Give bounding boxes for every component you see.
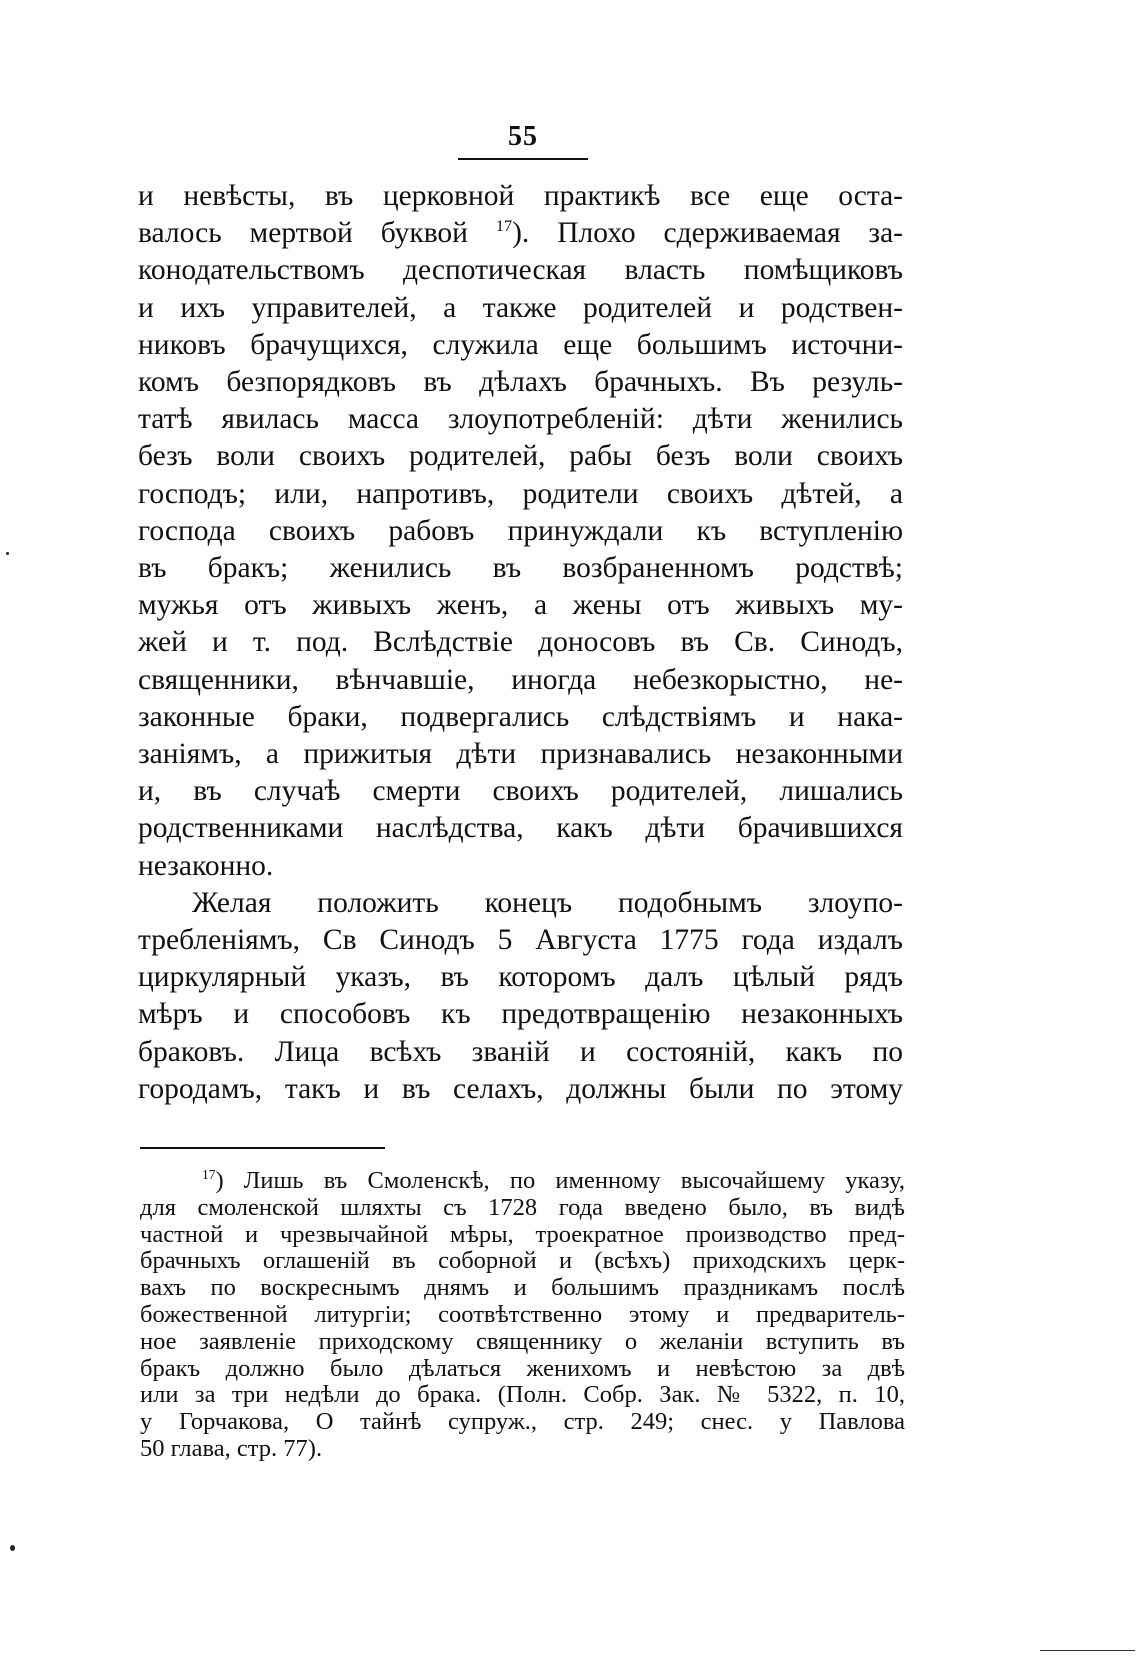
footnote-line: или за три недѣли до брака. (Полн. Собр. Зак. № 5322, п. 10, — [140, 1381, 905, 1409]
text-line: никовъ брачущихся, служила еще большимъ источни- — [138, 328, 903, 361]
footnote-line: частной и чрезвычайной мѣры, троекратное производство пред- — [140, 1220, 905, 1248]
footnote-fragment: ) Лишь въ Смоленскѣ, по именному высочайшему указу, — [215, 1167, 905, 1194]
text-line: заніямъ, а прижитыя дѣти признавались незаконными — [138, 738, 903, 771]
text-line: и, въ случаѣ смерти своихъ родителей, лишались — [138, 775, 903, 808]
text-line: господъ; или, напротивъ, родители своихъ дѣтей, а — [138, 477, 903, 510]
text-line: конодательствомъ деспотическая власть помѣщиковъ — [138, 254, 903, 287]
footnote-line: ное заявленіе приходскому священнику о желаніи вступить въ — [140, 1327, 905, 1355]
footnote-line: у Горчакова, О тайнѣ супруж., стр. 249; снес. у Павлова — [140, 1408, 905, 1436]
footnote-line — [140, 1168, 905, 1195]
text-line: господа своихъ рабовъ принуждали къ вступленію — [138, 514, 903, 547]
page-number-block — [458, 120, 588, 154]
text-line: законные браки, подвергались слѣдствіямъ и нака- — [138, 700, 903, 733]
footnote-marker: 17 — [202, 1166, 216, 1182]
footnote-line: божественной литургіи; соотвѣтственно этому и предваритель- — [140, 1300, 905, 1328]
text-line: комъ безпорядковъ въ дѣлахъ брачныхъ. Въ резуль- — [138, 366, 903, 399]
footnote-line: вахъ по воскреснымъ днямъ и большимъ праздникамъ послѣ — [140, 1274, 905, 1302]
footnote-separator — [140, 1147, 385, 1149]
text-line: городамъ, такъ и въ селахъ, должны были по этому — [138, 1072, 903, 1105]
text-line: священники, вѣнчавшіе, иногда небезкорыстно, не- — [138, 663, 903, 696]
text-line: мѣръ и способовъ къ предотвращенію незаконныхъ — [138, 998, 903, 1031]
footnote-reference: 17 — [495, 217, 513, 236]
page-number: 55 — [508, 121, 538, 152]
scan-edge-line — [1040, 1650, 1135, 1651]
footnote-line: бракъ должно было дѣлаться женихомъ и невѣстою за двѣ — [140, 1354, 905, 1382]
text-line: и ихъ управителей, а также родителей и родствен- — [138, 291, 903, 324]
text-line: мужья отъ живыхъ женъ, а жены отъ живыхъ му- — [138, 589, 903, 622]
text-line — [138, 215, 903, 252]
text-fragment: валось мертвой буквой — [138, 217, 468, 250]
scan-speck — [10, 1545, 15, 1551]
footnote-line: 50 глава, стр. 77). — [140, 1434, 323, 1462]
text-line: незаконно. — [138, 849, 274, 882]
text-fragment: ). Плохо сдерживаемая за- — [512, 217, 903, 250]
footnote-line: брачныхъ оглашеній въ соборной и (всѣхъ) приходскихъ церк- — [140, 1247, 905, 1275]
header-rule — [458, 158, 588, 160]
text-line: безъ воли своихъ родителей, рабы безъ воли своихъ — [138, 440, 903, 473]
text-line: татѣ явилась масса злоупотребленій: дѣти женились — [138, 403, 903, 436]
paragraph-start-line: Желая положить конецъ подобнымъ злоупо- — [192, 886, 903, 919]
text-line: браковъ. Лица всѣхъ званій и состояній, какъ по — [138, 1035, 903, 1068]
footnote-17 — [140, 1168, 905, 1463]
text-line: и невѣсты, въ церковной практикѣ все еще оста- — [138, 180, 903, 212]
scan-speck — [6, 552, 9, 555]
text-line: циркулярный указъ, въ которомъ далъ цѣлый рядъ — [138, 961, 903, 994]
text-line: въ бракъ; женились въ возбраненномъ родствѣ; — [138, 552, 903, 585]
footnote-line: для смоленской шляхты съ 1728 года введено было, въ видѣ — [140, 1193, 905, 1221]
text-line: жей и т. под. Вслѣдствіе доносовъ въ Св. Синодъ, — [138, 626, 903, 659]
text-line: требленіямъ, Св Синодъ 5 Августа 1775 года издалъ — [138, 924, 903, 957]
text-line: родственниками наслѣдства, какъ дѣти брачившихся — [138, 812, 903, 845]
main-text — [138, 178, 903, 1108]
